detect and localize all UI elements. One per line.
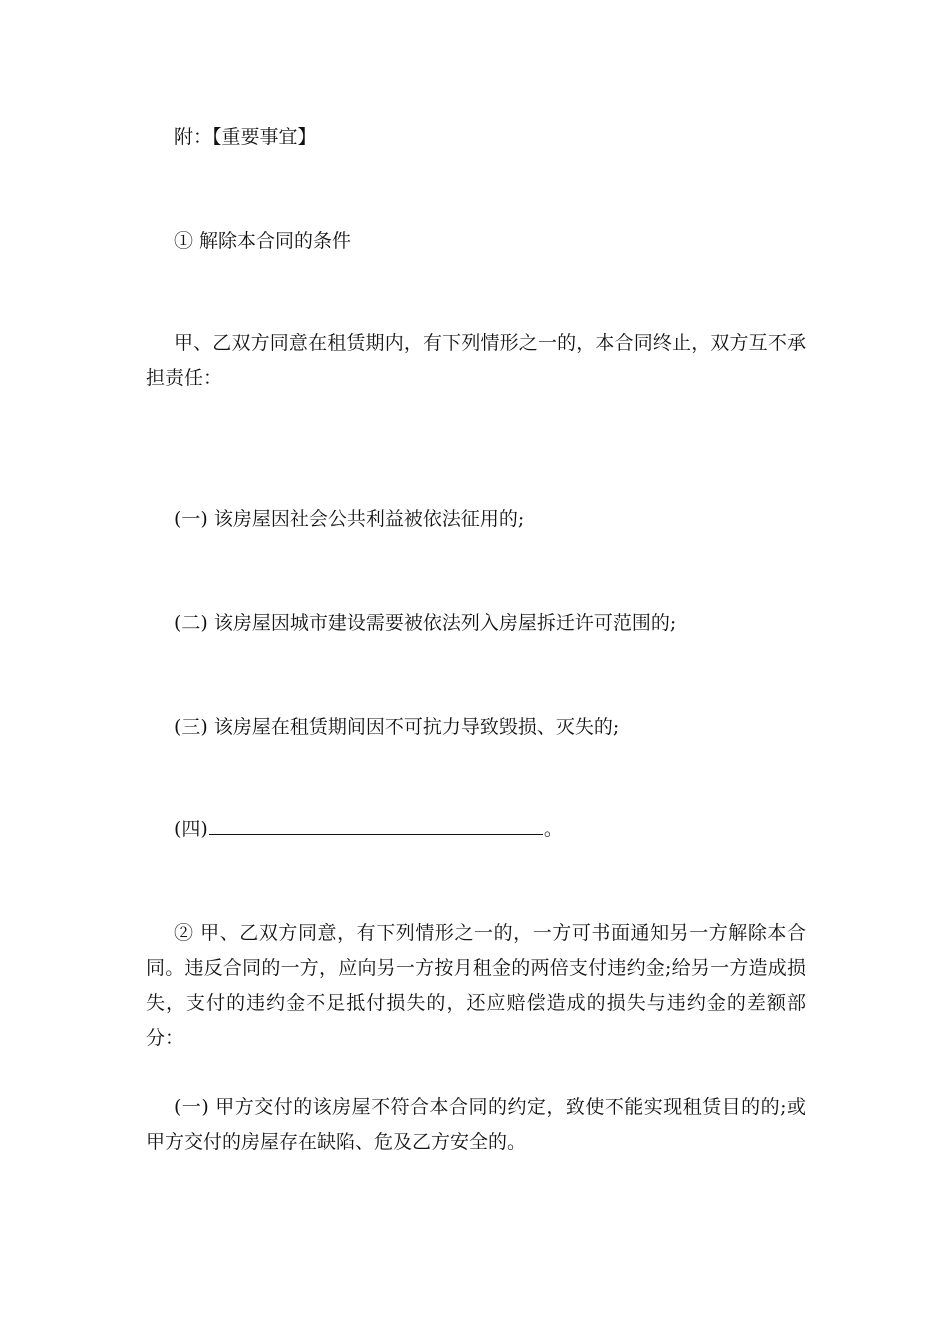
section2-item-1: (一) 甲方交付的该房屋不符合本合同的约定，致使不能实现租赁目的的;或甲方交付的房屋存在缺陷、危及乙方安全的。 bbox=[146, 1096, 806, 1153]
section1-item-2: (二) 该房屋因城市建设需要被依法列入房屋拆迁许可范围的; bbox=[174, 612, 677, 634]
section2-paragraph: ② 甲、乙双方同意，有下列情形之一的，一方可书面通知另一方解除本合同。违反合同的一方，应向另一方按月租金的两倍支付违约金;给另一方造成损失，支付的违约金不足抵付损失的，还应赔偿造成的损失与违约金的差额部分： bbox=[146, 922, 806, 1049]
section1-intro: 甲、乙双方同意在租赁期内，有下列情形之一的，本合同终止，双方互不承担责任： bbox=[146, 332, 806, 389]
appendix-heading: 附：【重要事宜】 bbox=[174, 126, 317, 148]
section1-title: ① 解除本合同的条件 bbox=[174, 230, 352, 252]
section1-item-4 bbox=[146, 812, 806, 847]
item-4-prefix: (四) bbox=[174, 818, 208, 840]
item-4-suffix: 。 bbox=[543, 818, 563, 840]
fill-in-blank-line bbox=[209, 814, 543, 835]
section1-item-1: (一) 该房屋因社会公共利益被依法征用的; bbox=[174, 508, 525, 530]
section1-item-3: (三) 该房屋在租赁期间因不可抗力导致毁损、灭失的; bbox=[174, 716, 620, 738]
